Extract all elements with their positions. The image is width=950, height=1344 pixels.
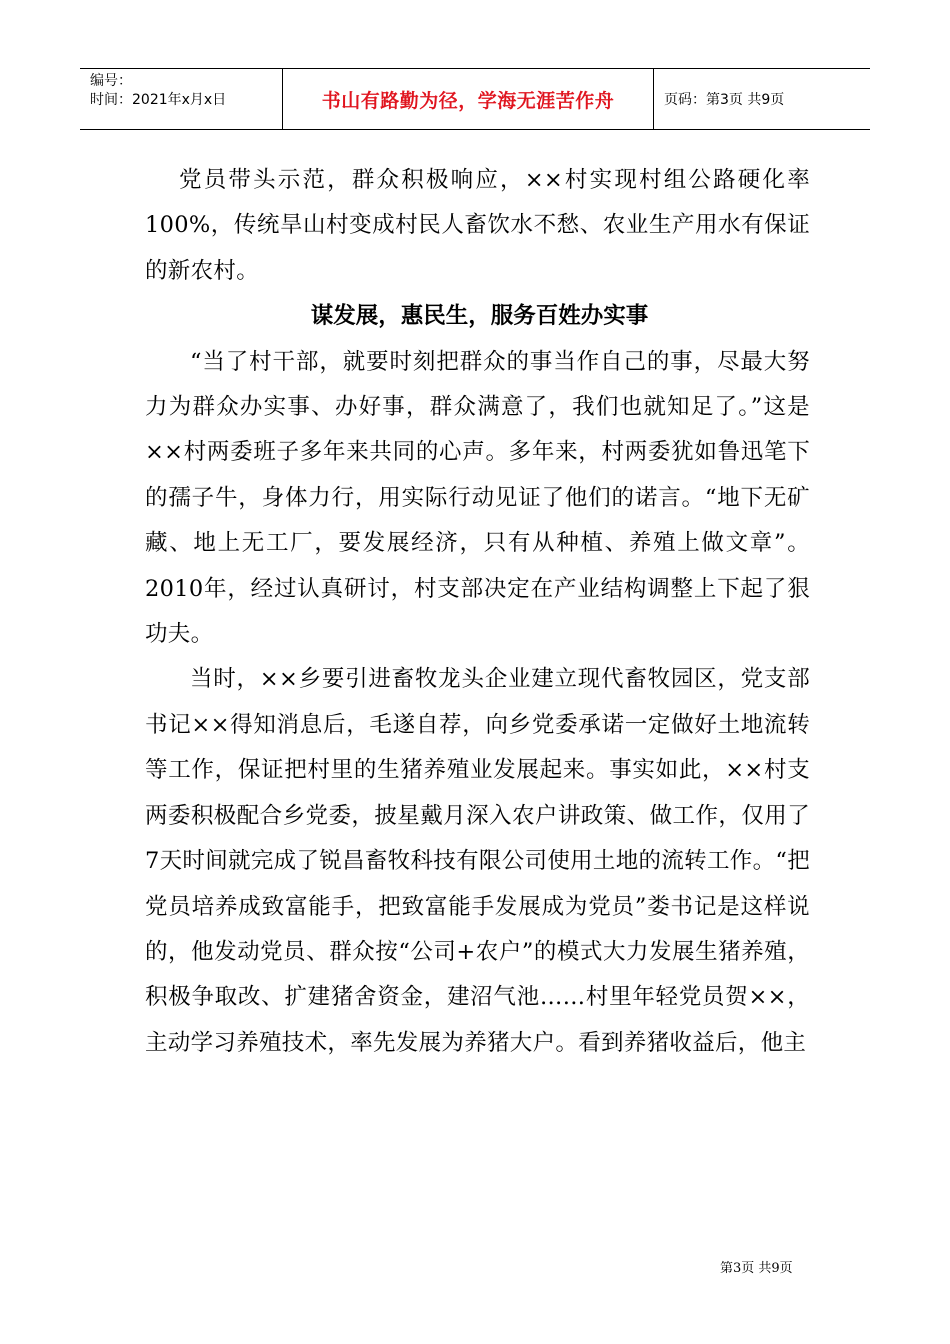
date-label: 时间：2021年x月x日	[90, 92, 227, 108]
header-meta	[80, 69, 283, 129]
serial-label: 编号：	[90, 73, 132, 89]
paragraph-2: “当了村干部，就要时刻把群众的事当作自己的事，尽最大努力为群众办实事、办好事，群众满意了，我们也就知足了。”这是××村两委班子多年来共同的心声。多年来，村两委犹如鲁迅笔下的孺子牛，身体力行，用实际行动见证了他们的诺言。“地下无矿藏、地上无工厂，要发展经济，只有从种植、养殖上做文章”。2010年，经过认真研讨，村支部决定在产业结构调整上下起了狠功夫。	[145, 348, 810, 648]
page-footer: 第3页 共9页	[720, 1261, 793, 1276]
paragraph-3: 当时，××乡要引进畜牧龙头企业建立现代畜牧园区，党支部书记××得知消息后，毛遂自荐，向乡党委承诺一定做好土地流转等工作，保证把村里的生猪养殖业发展起来。事实如此，××村支两委积极配合乡党委，披星戴月深入农户讲政策、做工作，仅用了7天时间就完成了锐昌畜牧科技有限公司使用土地的流转工作。“把党员培养成致富能手，把致富能手发展成为党员”娄书记是这样说的，他发动党员、群众按“公司+农户”的模式大力发展生猪养殖，积极争取改、扩建猪舍资金，建沼气池……村里年轻党员贺××，主动学习养殖技术，率先发展为养猪大户。看到养猪收益后，他主	[145, 666, 810, 1056]
paragraph-1: 党员带头示范，群众积极响应，××村实现村组公路硬化率100%，传统旱山村变成村民人畜饮水不愁、农业生产用水有保证的新农村。	[145, 167, 810, 284]
page-header	[80, 68, 870, 130]
section-heading: 谋发展，惠民生，服务百姓办实事	[310, 303, 649, 330]
header-motto: 书山有路勤为径，学海无涯苦作舟	[283, 69, 654, 129]
header-page-info: 页码：第3页 共9页	[664, 92, 785, 108]
document-body	[145, 158, 810, 1066]
